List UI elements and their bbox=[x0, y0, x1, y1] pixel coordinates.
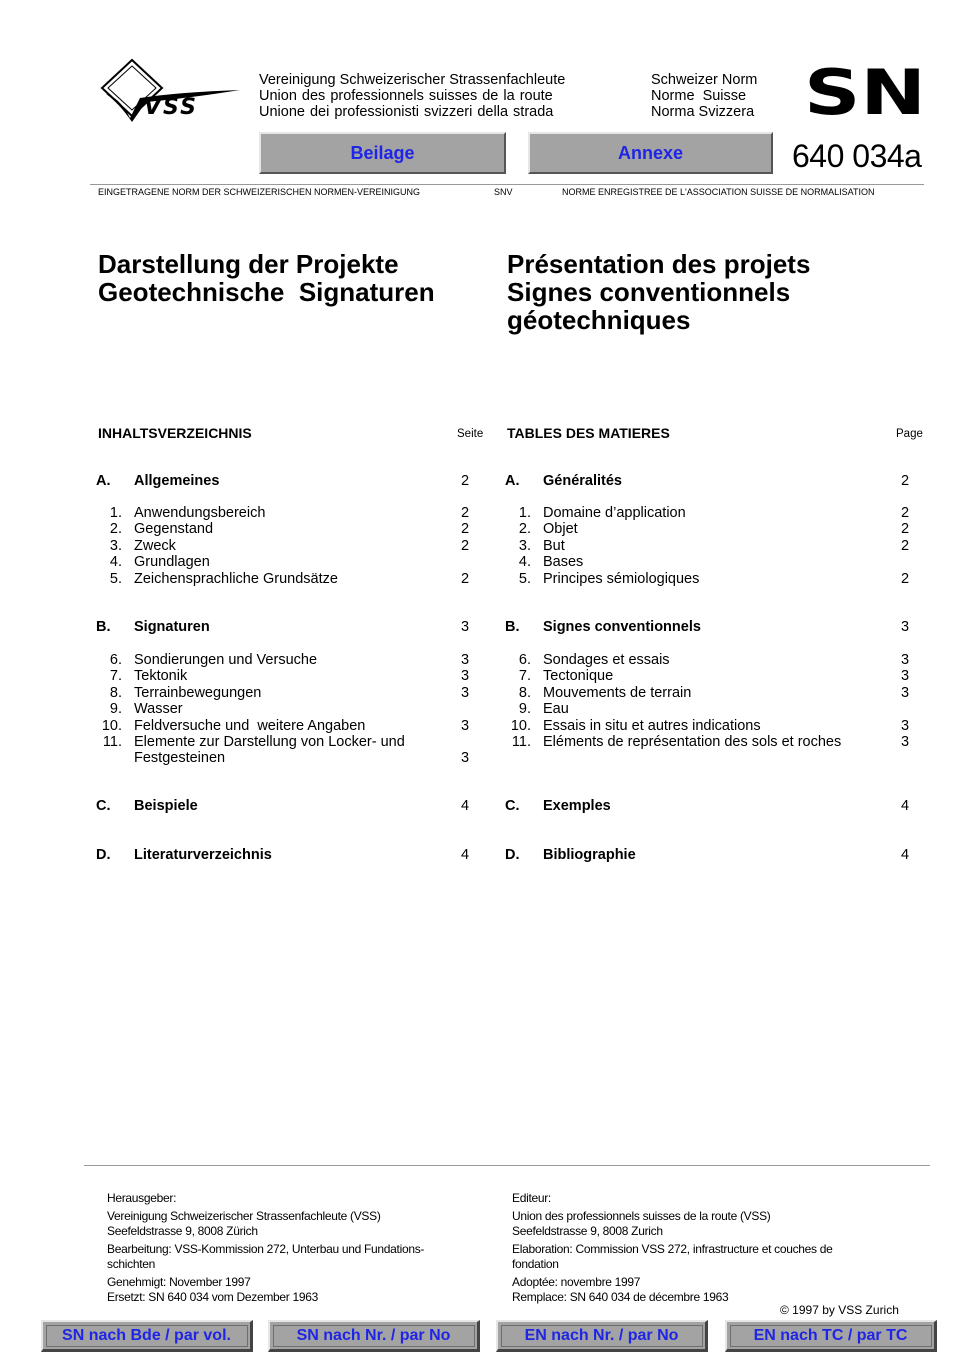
toc-section-letter: C. bbox=[505, 798, 520, 814]
toc-item-text: Principes sémiologiques bbox=[543, 570, 700, 587]
vss-logo bbox=[100, 58, 242, 124]
editing-line: Bearbeitung: VSS-Kommission 272, Unterbau und Fundations- bbox=[107, 1242, 425, 1256]
toc-item-text: Grundlagen bbox=[134, 554, 210, 571]
toc-item-text: Mouvements de terrain bbox=[543, 684, 692, 701]
toc-item-page: 2 bbox=[901, 505, 910, 521]
approved-line: Adoptée: novembre 1997 bbox=[512, 1275, 641, 1289]
toc-item[interactable] bbox=[96, 685, 476, 701]
toc-section-title: Signes conventionnels bbox=[543, 619, 701, 635]
replaces-line: Remplace: SN 640 034 de décembre 1963 bbox=[512, 1290, 729, 1304]
toc-item-text: Sondages et essais bbox=[543, 652, 670, 668]
toc-item-page: 3 bbox=[461, 684, 470, 701]
toc-item-page: 3 bbox=[461, 750, 470, 767]
toc-section-letter: D. bbox=[505, 847, 520, 863]
toc-item[interactable] bbox=[505, 718, 915, 734]
toc-section-letter: A. bbox=[96, 473, 111, 489]
title-fr-line: géotechniques bbox=[507, 305, 691, 335]
registered-norm-de: EINGETRAGENE NORM DER SCHWEIZERISCHEN NORMEN-VEREINIGUNG bbox=[98, 187, 421, 197]
toc-item-page: 3 bbox=[901, 717, 910, 734]
toc-item[interactable] bbox=[505, 521, 915, 537]
toc-item-page: 3 bbox=[901, 684, 910, 701]
beilage-button[interactable] bbox=[259, 132, 506, 174]
toc-item-text: Domaine d’application bbox=[543, 505, 686, 521]
toc-section-title: Beispiele bbox=[134, 798, 198, 814]
toc-item[interactable] bbox=[505, 538, 915, 554]
toc-item-number: 7. bbox=[109, 668, 122, 685]
toc-section-page: 4 bbox=[461, 847, 470, 863]
toc-item[interactable] bbox=[505, 571, 915, 587]
publisher-line: Union des professionnels suisses de la route (VSS) bbox=[512, 1209, 771, 1223]
registered-norm-fr: NORME ENREGISTREE DE L'ASSOCIATION SUISSE DE NORMALISATION bbox=[562, 187, 875, 197]
toc-item[interactable] bbox=[96, 734, 476, 750]
toc-page-label-fr: Page bbox=[896, 428, 923, 440]
editing-line: Elaboration: Commission VSS 272, infrastructure et couches de bbox=[512, 1242, 833, 1256]
toc-item[interactable] bbox=[505, 652, 915, 668]
editing-line: schichten bbox=[107, 1257, 155, 1271]
organization-names bbox=[259, 72, 565, 120]
title-fr-line: Signes conventionnels bbox=[507, 277, 791, 307]
toc-section-letter: B. bbox=[96, 619, 111, 635]
en-by-tc-button[interactable] bbox=[725, 1320, 937, 1352]
toc-item-page: 3 bbox=[461, 652, 470, 668]
toc-list-fr-b bbox=[505, 652, 915, 750]
org-line-fr: Union des professionnels suisses de la route bbox=[259, 88, 553, 104]
toc-section-letter: D. bbox=[96, 847, 111, 863]
norm-line-it: Norma Svizzera bbox=[651, 104, 755, 120]
toc-heading-de: INHALTSVERZEICHNIS bbox=[98, 425, 252, 441]
publisher-line: Seefeldstrasse 9, 8008 Zürich bbox=[107, 1224, 258, 1238]
toc-section-page: 4 bbox=[901, 798, 910, 814]
en-by-number-label: EN nach Nr. / par No bbox=[524, 1327, 679, 1344]
toc-item-text: Objet bbox=[543, 521, 578, 538]
footer-divider bbox=[84, 1165, 930, 1166]
toc-item-text: But bbox=[543, 537, 565, 554]
toc-item[interactable] bbox=[505, 734, 915, 750]
toc-list-de-a bbox=[96, 505, 476, 587]
toc-section-title: Bibliographie bbox=[543, 847, 636, 863]
toc-item-text: Zeichensprachliche Grundsätze bbox=[134, 570, 338, 587]
toc-item-text: Tectonique bbox=[543, 668, 614, 685]
org-line-de: Vereinigung Schweizerischer Strassenfachleute bbox=[259, 72, 566, 88]
toc-item-number: 6. bbox=[109, 652, 122, 668]
toc-item[interactable] bbox=[96, 701, 476, 717]
document-number: 640 034a bbox=[792, 138, 922, 174]
toc-page-label-de: Seite bbox=[457, 428, 484, 440]
toc-item[interactable] bbox=[96, 668, 476, 684]
title-fr bbox=[507, 250, 810, 334]
toc-item-text: Wasser bbox=[134, 701, 183, 718]
toc-item-text: Terrainbewegungen bbox=[134, 684, 262, 701]
en-by-number-button[interactable] bbox=[496, 1320, 708, 1352]
title-de-line: Geotechnische Signaturen bbox=[98, 277, 435, 307]
publisher-label: Herausgeber: bbox=[107, 1191, 177, 1205]
toc-item[interactable] bbox=[505, 505, 915, 521]
toc-item-number: 10. bbox=[510, 717, 531, 734]
toc-item-number: 5. bbox=[109, 570, 122, 587]
toc-item-text: Anwendungsbereich bbox=[134, 505, 266, 521]
toc-item-number: 6. bbox=[518, 652, 531, 668]
sn-by-number-button[interactable] bbox=[268, 1320, 480, 1352]
org-line-it: Unione dei professionisti svizzeri della strada bbox=[259, 104, 554, 120]
toc-item-page: 3 bbox=[461, 668, 470, 685]
publisher-info-fr bbox=[512, 1191, 892, 1305]
toc-item-number: 1. bbox=[109, 505, 122, 521]
title-de-line: Darstellung der Projekte bbox=[98, 249, 399, 279]
norm-line-de: Schweizer Norm bbox=[651, 72, 758, 88]
toc-item-number: 4. bbox=[109, 554, 122, 571]
registered-snv: SNV bbox=[494, 187, 513, 197]
replaces-line: Ersetzt: SN 640 034 vom Dezember 1963 bbox=[107, 1290, 319, 1304]
toc-item-text: Festgesteinen bbox=[134, 750, 226, 767]
toc-item-text: Sondierungen und Versuche bbox=[134, 652, 318, 668]
sn-logo bbox=[804, 66, 926, 118]
norm-line-fr: Norme Suisse bbox=[651, 88, 747, 104]
toc-section-title: Literaturverzeichnis bbox=[134, 847, 272, 863]
toc-item[interactable] bbox=[96, 521, 476, 537]
toc-item-text: Feldversuche und weitere Angaben bbox=[134, 717, 366, 734]
copyright: © 1997 by VSS Zurich bbox=[780, 1303, 899, 1317]
toc-item-page: 2 bbox=[461, 570, 470, 587]
toc-item-number: 3. bbox=[518, 537, 531, 554]
toc-item-page: 3 bbox=[901, 733, 910, 750]
toc-item-number: 11. bbox=[102, 733, 122, 750]
toc-item-text: Eau bbox=[543, 701, 569, 718]
publisher-info-de bbox=[107, 1191, 487, 1305]
toc-section-page: 2 bbox=[901, 473, 910, 489]
toc-item-text: Elemente zur Darstellung von Locker- und bbox=[134, 733, 405, 750]
toc-item-number: 3. bbox=[109, 537, 122, 554]
toc-section-page: 4 bbox=[461, 798, 470, 814]
toc-item[interactable] bbox=[96, 652, 476, 668]
toc-item-number: 7. bbox=[518, 668, 531, 685]
beilage-label: Beilage bbox=[350, 143, 415, 163]
toc-item-text: Eléments de représentation des sols et roches bbox=[543, 733, 842, 750]
toc-item-number: 4. bbox=[518, 554, 531, 571]
toc-item-page: 2 bbox=[901, 521, 910, 538]
toc-item-text: Essais in situ et autres indications bbox=[543, 717, 761, 734]
toc-item-page: 2 bbox=[901, 570, 910, 587]
toc-item[interactable] bbox=[96, 571, 476, 587]
toc-item[interactable] bbox=[505, 554, 915, 570]
toc-section-letter: B. bbox=[505, 619, 520, 635]
sn-by-volume-label: SN nach Bde / par vol. bbox=[62, 1327, 231, 1344]
toc-section-title: Allgemeines bbox=[134, 473, 220, 489]
toc-item-number: 8. bbox=[109, 684, 122, 701]
title-fr-line: Présentation des projets bbox=[507, 249, 811, 279]
title-de bbox=[98, 250, 435, 306]
en-by-tc-label: EN nach TC / par TC bbox=[753, 1327, 908, 1344]
publisher-label: Editeur: bbox=[512, 1191, 551, 1205]
annexe-button[interactable] bbox=[528, 132, 773, 174]
toc-item-number: 9. bbox=[518, 701, 531, 718]
toc-item-number: 8. bbox=[518, 684, 531, 701]
toc-item[interactable] bbox=[505, 685, 915, 701]
toc-item-number: 5. bbox=[518, 570, 531, 587]
header-divider bbox=[90, 184, 924, 185]
editing-line: fondation bbox=[512, 1257, 559, 1271]
toc-item-page: 3 bbox=[901, 668, 910, 685]
toc-item-page: 2 bbox=[901, 537, 910, 554]
toc-item[interactable] bbox=[505, 701, 915, 717]
toc-section-title: Exemples bbox=[543, 798, 611, 814]
toc-item-number: 2. bbox=[518, 521, 531, 538]
approved-line: Genehmigt: November 1997 bbox=[107, 1275, 251, 1289]
toc-item-text: Bases bbox=[543, 554, 584, 571]
toc-item-page: 3 bbox=[901, 652, 910, 668]
toc-section-page: 3 bbox=[901, 619, 910, 635]
toc-item-text: Tektonik bbox=[134, 668, 188, 685]
toc-section-page: 4 bbox=[901, 847, 910, 863]
toc-item-number: 2. bbox=[109, 521, 122, 538]
sn-by-volume-button[interactable] bbox=[41, 1320, 253, 1352]
toc-item[interactable] bbox=[96, 538, 476, 554]
toc-item[interactable] bbox=[96, 718, 476, 734]
toc-item[interactable] bbox=[505, 668, 915, 684]
toc-item-page: 3 bbox=[461, 717, 470, 734]
toc-heading-fr: TABLES DES MATIERES bbox=[507, 425, 670, 441]
toc-item-page: 2 bbox=[461, 537, 470, 554]
toc-list-de-b bbox=[96, 652, 476, 767]
toc-item-text: Gegenstand bbox=[134, 521, 214, 538]
publisher-line: Seefeldstrasse 9, 8008 Zurich bbox=[512, 1224, 663, 1238]
toc-list-fr-a bbox=[505, 505, 915, 587]
toc-section-title: Généralités bbox=[543, 473, 622, 489]
publisher-line: Vereinigung Schweizerischer Strassenfachleute (VSS) bbox=[107, 1209, 381, 1223]
norm-names bbox=[651, 72, 757, 120]
sn-by-number-label: SN nach Nr. / par No bbox=[296, 1327, 451, 1344]
toc-item-number: 1. bbox=[518, 505, 531, 521]
toc-section-page: 3 bbox=[461, 619, 470, 635]
toc-item[interactable] bbox=[96, 505, 476, 521]
toc-item-page: 2 bbox=[461, 505, 470, 521]
toc-item-number: 11. bbox=[511, 733, 531, 750]
toc-item[interactable] bbox=[96, 554, 476, 570]
sn-logo-text: SN bbox=[804, 66, 926, 118]
annexe-label: Annexe bbox=[617, 143, 684, 163]
toc-section-page: 2 bbox=[461, 473, 470, 489]
toc-item[interactable] bbox=[96, 750, 476, 766]
toc-section-letter: C. bbox=[96, 798, 111, 814]
toc-section-letter: A. bbox=[505, 473, 520, 489]
toc-item-number: 10. bbox=[101, 717, 122, 734]
vss-logo-text: VSS bbox=[144, 95, 198, 120]
toc-section-title: Signaturen bbox=[134, 619, 210, 635]
toc-item-text: Zweck bbox=[134, 537, 176, 554]
toc-item-number: 9. bbox=[109, 701, 122, 718]
toc-item-page: 2 bbox=[461, 521, 470, 538]
